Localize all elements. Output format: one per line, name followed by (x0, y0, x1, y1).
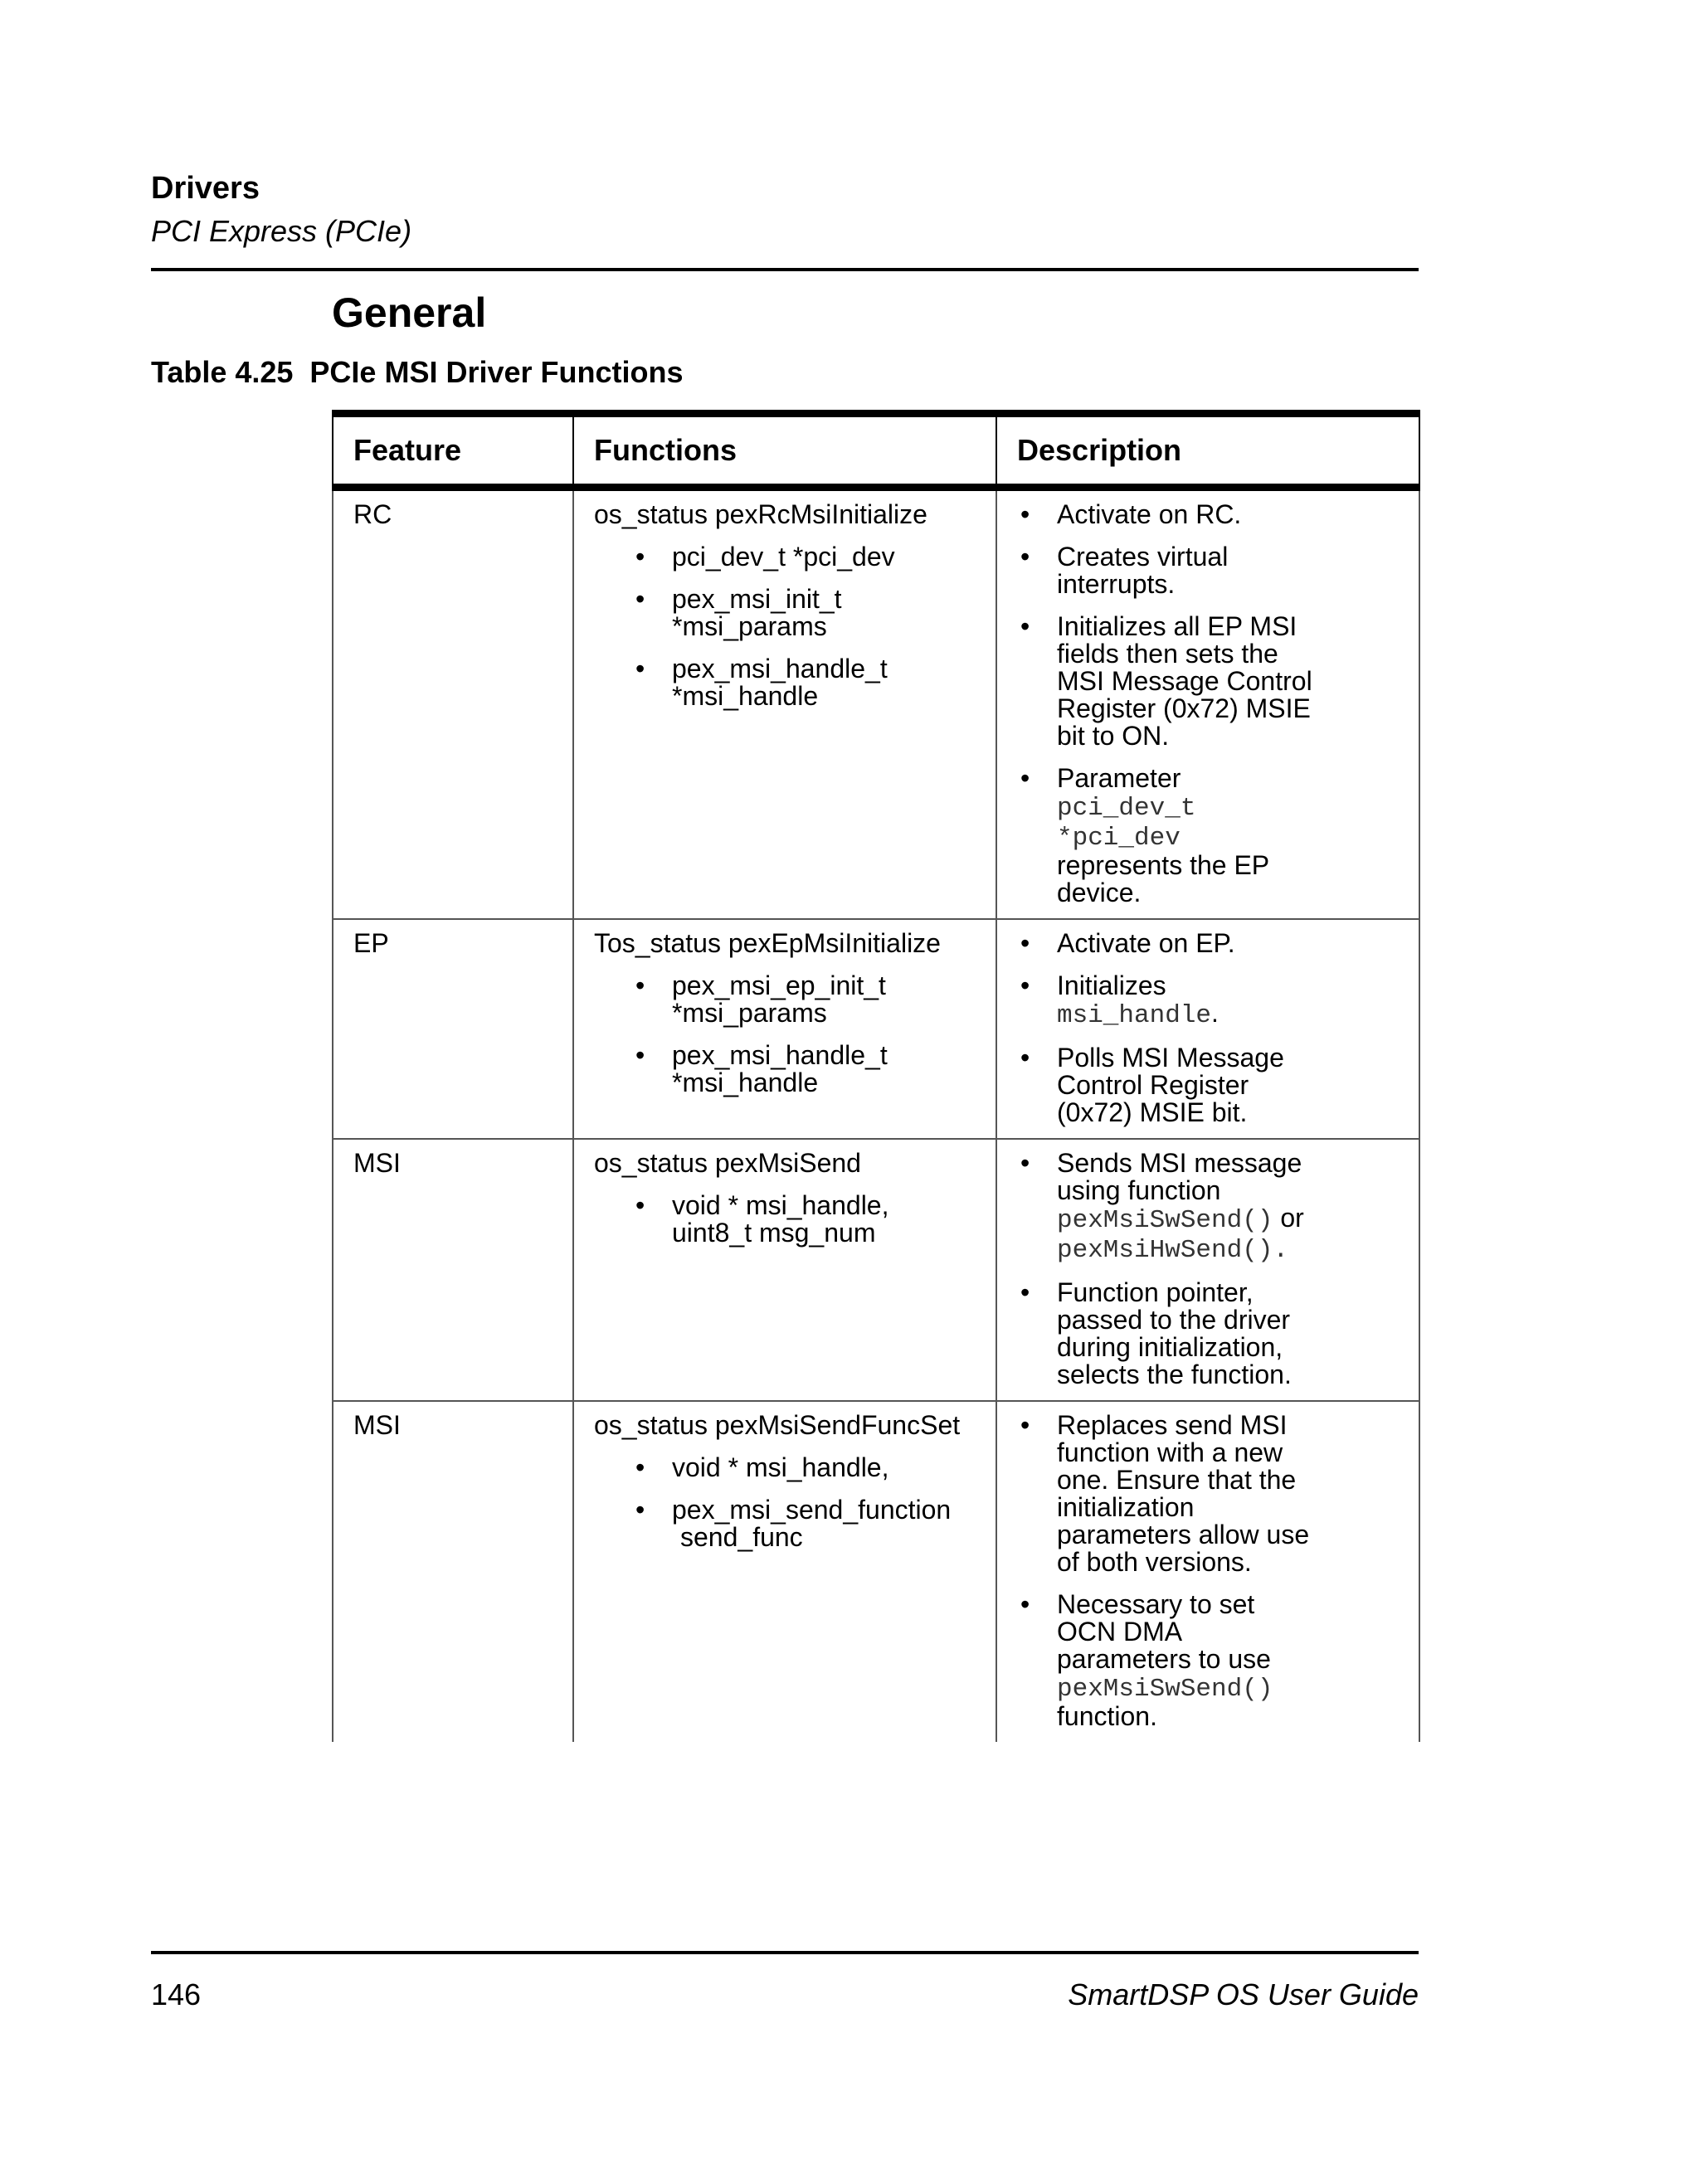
description-line (1057, 1673, 1402, 1703)
parameter-line: uint8_t msg_num (672, 1218, 876, 1248)
description-item (1017, 1150, 1402, 1264)
description-line (1057, 822, 1402, 852)
description-line (1057, 1412, 1402, 1439)
description-line (1057, 613, 1402, 640)
description-line (1057, 1549, 1402, 1576)
description-text: OCN DMA (1057, 1617, 1183, 1647)
description-line (1057, 765, 1402, 792)
description-line (1057, 1177, 1402, 1204)
description-line (1057, 1703, 1402, 1730)
header-feature: Feature (333, 414, 573, 488)
description-text: Replaces send MSI (1057, 1410, 1288, 1440)
description-item (1017, 543, 1402, 598)
description-text: during initialization, (1057, 1332, 1283, 1362)
table-row (333, 488, 1419, 920)
description-line (1057, 501, 1402, 528)
parameter-line: send_func (680, 1522, 803, 1552)
description-text: Activate on EP. (1057, 928, 1235, 958)
description-text: one. Ensure that the (1057, 1465, 1297, 1495)
section-subtitle: PCI Express (PCIe) (151, 214, 412, 248)
description-line (1057, 792, 1402, 822)
table-title: PCIe MSI Driver Functions (309, 355, 684, 389)
description-text: (0x72) MSIE bit. (1057, 1097, 1248, 1127)
cell-functions (573, 1139, 996, 1401)
header-functions: Functions (573, 414, 996, 488)
description-item (1017, 765, 1402, 907)
description-item (1017, 501, 1402, 528)
cell-feature: MSI (333, 1139, 573, 1401)
description-text: Control Register (1057, 1070, 1249, 1100)
description-line (1057, 1072, 1402, 1099)
description-item (1017, 972, 1402, 1029)
description-line (1057, 1521, 1402, 1549)
function-signature: Tos_status pexEpMsiInitialize (594, 928, 941, 958)
parameter-list (632, 543, 979, 710)
table-header-row (333, 414, 1419, 488)
table-row (333, 919, 1419, 1139)
description-text: passed to the driver (1057, 1305, 1291, 1335)
parameter-item (632, 655, 979, 710)
description-line (1057, 879, 1402, 907)
description-line (1057, 1591, 1402, 1618)
cell-functions (573, 488, 996, 920)
description-list (1017, 1412, 1402, 1730)
parameter-line: • void * msi_handle, (672, 1452, 889, 1482)
description-line (1057, 1467, 1402, 1494)
description-line (1057, 930, 1402, 957)
description-text: device. (1057, 878, 1142, 907)
description-line (1057, 543, 1402, 571)
function-signature: os_status pexMsiSendFuncSet (594, 1410, 961, 1440)
description-item (1017, 1044, 1402, 1126)
parameter-list (632, 1454, 979, 1551)
function-signature: os_status pexMsiSend (594, 1148, 861, 1178)
parameter-item (632, 1192, 979, 1247)
parameter-item (632, 586, 979, 640)
chapter-title: Drivers (151, 171, 260, 206)
description-list (1017, 930, 1402, 1126)
description-text: or (1273, 1203, 1304, 1233)
cell-feature: EP (333, 919, 573, 1139)
parameter-line: • pex_msi_send_function (672, 1495, 952, 1525)
description-line (1057, 695, 1402, 722)
description-line (1057, 1494, 1402, 1521)
cell-description (996, 488, 1419, 920)
cell-description (996, 1139, 1419, 1401)
description-line (1057, 852, 1402, 879)
description-text: Necessary to set (1057, 1589, 1255, 1619)
description-text: Function pointer, (1057, 1277, 1254, 1307)
parameter-line: *msi_handle (672, 681, 819, 711)
header-rule (151, 268, 1419, 271)
code-text: pci_dev_t (1057, 794, 1196, 823)
cell-description (996, 1401, 1419, 1742)
page-number: 146 (151, 1977, 202, 2011)
description-line (1057, 1204, 1402, 1234)
description-text: using function (1057, 1175, 1221, 1205)
description-item (1017, 613, 1402, 750)
description-text: function with a new (1057, 1437, 1283, 1467)
table-caption (151, 355, 684, 390)
description-text: Polls MSI Message (1057, 1043, 1284, 1073)
table-row (333, 1139, 1419, 1401)
description-item (1017, 1279, 1402, 1389)
description-line (1057, 1361, 1402, 1389)
description-item (1017, 1591, 1402, 1730)
parameter-item (632, 972, 979, 1027)
description-line (1057, 1000, 1402, 1029)
cell-description (996, 919, 1419, 1139)
description-line (1057, 1044, 1402, 1072)
description-text: MSI Message Control (1057, 666, 1312, 696)
description-item (1017, 930, 1402, 957)
description-text: Initializes all EP MSI (1057, 611, 1297, 641)
description-text: Creates virtual (1057, 542, 1229, 572)
cell-feature: MSI (333, 1401, 573, 1742)
description-line (1057, 1150, 1402, 1177)
parameter-line: • pex_msi_handle_t (672, 654, 888, 683)
description-text: Sends MSI message (1057, 1148, 1302, 1178)
code-text: pexMsiHwSend(). (1057, 1236, 1289, 1265)
parameter-item (632, 1042, 979, 1097)
parameter-line: • pex_msi_ep_init_t (672, 970, 886, 1000)
description-text: interrupts. (1057, 569, 1176, 599)
code-text: msi_handle (1057, 1001, 1212, 1030)
description-text: fields then sets the (1057, 639, 1278, 669)
description-text: function. (1057, 1701, 1157, 1731)
description-line (1057, 722, 1402, 750)
header-description: Description (996, 414, 1419, 488)
description-line (1057, 1646, 1402, 1673)
parameter-line: • pci_dev_t *pci_dev (672, 542, 895, 572)
description-line (1057, 1439, 1402, 1467)
description-line (1057, 972, 1402, 1000)
description-line (1057, 1618, 1402, 1646)
cell-feature: RC (333, 488, 573, 920)
parameter-list (632, 972, 979, 1097)
description-text: parameters allow use (1057, 1520, 1310, 1549)
description-line (1057, 1334, 1402, 1361)
parameter-item (632, 1496, 979, 1551)
description-text: parameters to use (1057, 1644, 1271, 1674)
guide-title: SmartDSP OS User Guide (1068, 1977, 1419, 2011)
description-text: Initializes (1057, 970, 1166, 1000)
description-text: bit to ON. (1057, 721, 1170, 751)
parameter-item (632, 543, 979, 571)
description-line (1057, 1234, 1402, 1264)
description-text: initialization (1057, 1492, 1195, 1522)
cell-functions (573, 919, 996, 1139)
description-line (1057, 571, 1402, 598)
cell-functions (573, 1401, 996, 1742)
description-line (1057, 1279, 1402, 1306)
description-line (1057, 668, 1402, 695)
parameter-line: *msi_params (672, 998, 827, 1028)
code-text: *pci_dev (1057, 824, 1181, 853)
parameter-item (632, 1454, 979, 1481)
footer-rule (151, 1951, 1419, 1954)
parameter-line: • void * msi_handle, (672, 1190, 889, 1220)
description-text: of both versions. (1057, 1547, 1252, 1577)
table-row (333, 1401, 1419, 1742)
description-list (1017, 1150, 1402, 1389)
parameter-list (632, 1192, 979, 1247)
parameter-line: *msi_params (672, 611, 827, 641)
parameter-line: • pex_msi_init_t (672, 584, 842, 614)
code-text: pexMsiSwSend() (1057, 1206, 1273, 1235)
function-signature: os_status pexRcMsiInitialize (594, 499, 927, 529)
parameter-line: *msi_handle (672, 1068, 819, 1097)
table-number: Table 4.25 (151, 355, 294, 389)
description-line (1057, 640, 1402, 668)
description-item (1017, 1412, 1402, 1576)
description-list (1017, 501, 1402, 907)
msi-functions-table (332, 410, 1420, 1742)
parameter-line: • pex_msi_handle_t (672, 1040, 888, 1070)
description-text: selects the function. (1057, 1360, 1292, 1389)
description-text: Activate on RC. (1057, 499, 1242, 529)
description-line (1057, 1099, 1402, 1126)
table-body (333, 488, 1419, 1743)
section-heading: General (332, 289, 487, 336)
description-text: . (1211, 998, 1219, 1028)
description-line (1057, 1306, 1402, 1334)
description-text: represents the EP (1057, 850, 1270, 880)
code-text: pexMsiSwSend() (1057, 1675, 1273, 1704)
description-text: Parameter (1057, 763, 1181, 793)
description-text: Register (0x72) MSIE (1057, 693, 1311, 723)
